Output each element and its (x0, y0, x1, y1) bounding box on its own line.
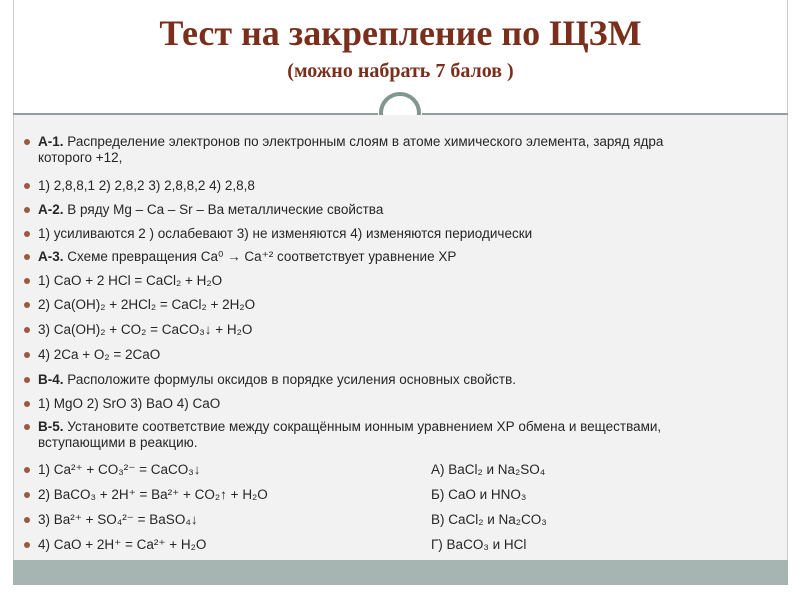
slide-footer-bar (13, 560, 788, 585)
answer-a3-3 (38, 322, 252, 338)
slide (13, 0, 788, 585)
bullet-icon (24, 139, 30, 145)
answer-a3-1 (38, 273, 222, 289)
question-number: А-2. (38, 202, 64, 217)
reaction-text: 2) BaCO₃ + 2H⁺ = Ba²⁺ + CO₂↑ + H₂O (38, 487, 268, 502)
match-row-4 (38, 537, 527, 553)
question-number: В-4. (38, 372, 64, 387)
question-text: Схеме превращения Ca⁰ → Ca⁺² соответствует уравнение ХР (67, 249, 457, 264)
match-row-1 (38, 462, 546, 478)
question-text: В ряду Mg – Ca – Sr – Ba металлические свойства (67, 202, 384, 217)
question-b4 (38, 372, 516, 388)
reagents-text: Б) CaO и HNO₃ (431, 487, 527, 502)
question-text: Установите соответствие между сокращённым ионным уравнением ХР обмена и веществами, (67, 419, 662, 434)
question-text-cont: вступающими в реакцию. (38, 435, 198, 450)
answer-text: 4) 2Ca + O₂ = 2CaO (38, 347, 161, 362)
reaction-text: 1) Ca²⁺ + CO₃²⁻ = CaCO₃↓ (38, 462, 201, 477)
bullet-icon (24, 424, 30, 430)
reaction-text: 3) Ba²⁺ + SO₄²⁻ = BaSO₄↓ (38, 512, 198, 527)
bullet-icon (24, 467, 30, 473)
question-a2 (38, 202, 383, 218)
answer-text: 3) Ca(OH)₂ + CO₂ = CaCO₃↓ + H₂O (38, 322, 253, 337)
slide-title: Тест на закрепление по ЩЗМ (159, 13, 642, 53)
bullet-icon (24, 231, 30, 237)
reagents-text: А) BaCl₂ и Na₂SO₄ (431, 462, 546, 477)
answers-a1 (38, 178, 255, 194)
question-b5 (38, 419, 661, 451)
reaction-text: 4) CaO + 2H⁺ = Ca²⁺ + H₂O (38, 537, 207, 552)
bullet-icon (24, 207, 30, 213)
question-text: Распределение электронов по электронным слоям в атоме химического элемента, заряд ядра (67, 134, 664, 149)
reagents-text: В) CaCl₂ и Na₂CO₃ (431, 512, 547, 527)
answer-a3-2 (38, 297, 255, 313)
bullet-icon (24, 302, 30, 308)
slide-subtitle: (можно набрать 7 балов ) (287, 60, 514, 82)
answers-text: 1) MgO 2) SrO 3) BaO 4) CaO (38, 396, 221, 411)
bullet-icon (24, 542, 30, 548)
bullet-icon (24, 492, 30, 498)
match-row-2 (38, 487, 527, 503)
answers-text: 1) 2,8,8,1 2) 2,8,2 3) 2,8,8,2 4) 2,8,8 (38, 178, 255, 193)
question-text-cont: которого +12, (38, 150, 123, 165)
answer-text: 2) Ca(OH)₂ + 2HCl₂ = CaCl₂ + 2H₂O (38, 297, 256, 312)
bullet-icon (24, 401, 30, 407)
question-number: В-5. (38, 419, 64, 434)
bullet-icon (24, 377, 30, 383)
bullet-icon (24, 254, 30, 260)
question-number: А-1. (38, 134, 64, 149)
question-a3 (38, 249, 456, 265)
bullet-icon (24, 517, 30, 523)
answer-text: 1) CaO + 2 HCl = CaCl₂ + H₂O (38, 273, 223, 288)
bullet-icon (24, 352, 30, 358)
answers-a2 (38, 226, 532, 242)
question-a1 (38, 134, 663, 166)
match-row-3 (38, 512, 547, 528)
question-number: А-3. (38, 249, 64, 264)
bullet-icon (24, 278, 30, 284)
answers-b4 (38, 396, 220, 412)
bullet-icon (24, 327, 30, 333)
bullet-icon (24, 183, 30, 189)
reagents-text: Г) BaCO₃ и HCl (431, 537, 527, 552)
slide-body (13, 115, 788, 560)
answer-a3-4 (38, 347, 160, 363)
question-text: Расположите формулы оксидов в порядке усиления основных свойств. (67, 372, 517, 387)
answers-text: 1) усиливаются 2 ) ослабевают 3) не изменяются 4) изменяются периодически (38, 226, 533, 241)
